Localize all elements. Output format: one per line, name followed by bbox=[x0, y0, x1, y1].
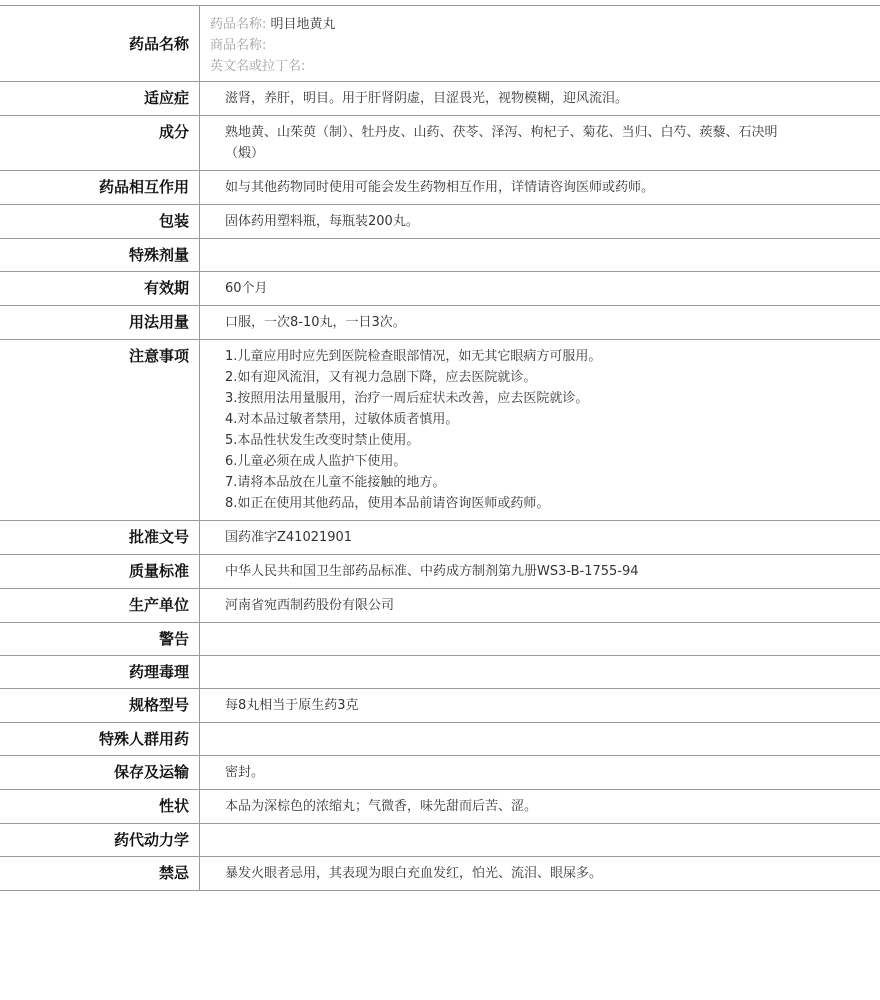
row-precautions bbox=[0, 340, 880, 521]
row-storage bbox=[0, 756, 880, 790]
precaution-item: 7.请将本品放在儿童不能接触的地方。 bbox=[225, 475, 446, 490]
row-value: 密封。 bbox=[225, 765, 265, 780]
row-value bbox=[200, 656, 880, 688]
precaution-item: 2.如有迎风流泪，又有视力急剧下降，应去医院就诊。 bbox=[225, 370, 537, 385]
row-value: 中华人民共和国卫生部药品标准、中药成方制剂第九册WS3-B-1755-94 bbox=[225, 564, 639, 579]
row-label: 有效期 bbox=[0, 272, 200, 305]
row-value: 国药准字Z41021901 bbox=[225, 530, 353, 545]
row-description bbox=[0, 790, 880, 824]
precaution-item: 1.儿童应用时应先到医院检查眼部情况，如无其它眼病方可服用。 bbox=[225, 349, 602, 364]
row-label: 质量标准 bbox=[0, 555, 200, 588]
row-warning bbox=[0, 623, 880, 656]
row-value bbox=[200, 824, 880, 856]
row-label: 性状 bbox=[0, 790, 200, 823]
row-label: 警告 bbox=[0, 623, 200, 655]
trade-name-line bbox=[210, 35, 870, 56]
row-label: 特殊人群用药 bbox=[0, 723, 200, 755]
row-shelf-life bbox=[0, 272, 880, 306]
row-value: 河南省宛西制药股份有限公司 bbox=[225, 598, 395, 613]
row-special-dosage bbox=[0, 239, 880, 272]
precaution-item: 8.如正在使用其他药品，使用本品前请咨询医师或药师。 bbox=[225, 496, 550, 511]
row-value: 暴发火眼者忌用，其表现为眼白充血发红，怕光、流泪、眼屎多。 bbox=[225, 866, 603, 881]
row-ingredients bbox=[0, 116, 880, 171]
row-drug-interactions bbox=[0, 171, 880, 205]
row-label: 规格型号 bbox=[0, 689, 200, 722]
precaution-item: 3.按照用法用量服用，治疗一周后症状未改善，应去医院就诊。 bbox=[225, 391, 589, 406]
row-label: 注意事项 bbox=[0, 340, 200, 520]
latin-name-line bbox=[210, 56, 870, 77]
row-label: 包装 bbox=[0, 205, 200, 238]
row-value: 口服，一次8-10丸，一日3次。 bbox=[225, 315, 406, 330]
row-packaging bbox=[0, 205, 880, 239]
row-value bbox=[200, 239, 880, 271]
row-pharmacology bbox=[0, 656, 880, 689]
row-pharmacokinetics bbox=[0, 824, 880, 857]
latin-name-key: 英文名或拉丁名: bbox=[210, 59, 306, 74]
row-contraindications bbox=[0, 857, 880, 891]
trade-name-key: 商品名称: bbox=[210, 38, 267, 53]
row-value: 如与其他药物同时使用可能会发生药物相互作用，详情请咨询医师或药师。 bbox=[225, 180, 655, 195]
generic-name-key: 药品名称: bbox=[210, 17, 267, 32]
row-value bbox=[200, 723, 880, 755]
row-label: 禁忌 bbox=[0, 857, 200, 890]
row-manufacturer bbox=[0, 589, 880, 623]
row-label: 生产单位 bbox=[0, 589, 200, 622]
precaution-item: 4.对本品过敏者禁用，过敏体质者慎用。 bbox=[225, 412, 459, 427]
row-label: 药代动力学 bbox=[0, 824, 200, 856]
row-value: 本品为深棕色的浓缩丸；气微香，味先甜而后苦、涩。 bbox=[225, 799, 538, 814]
row-label: 药品名称 bbox=[0, 6, 200, 81]
generic-name-line bbox=[210, 14, 870, 35]
row-dosage bbox=[0, 306, 880, 340]
row-label: 批准文号 bbox=[0, 521, 200, 554]
row-value: 60个月 bbox=[225, 281, 268, 296]
row-label: 药理毒理 bbox=[0, 656, 200, 688]
row-label: 保存及运输 bbox=[0, 756, 200, 789]
row-value: 每8丸相当于原生药3克 bbox=[225, 698, 359, 713]
row-quality-standard bbox=[0, 555, 880, 589]
row-label: 特殊剂量 bbox=[0, 239, 200, 271]
generic-name-value: 明目地黄丸 bbox=[270, 17, 336, 32]
row-value: 固体药用塑料瓶，每瓶装200丸。 bbox=[225, 214, 419, 229]
row-drug-name bbox=[0, 6, 880, 82]
drug-spec-table bbox=[0, 5, 880, 891]
row-label: 药品相互作用 bbox=[0, 171, 200, 204]
drug-names bbox=[200, 6, 880, 81]
row-special-populations bbox=[0, 723, 880, 756]
row-specification bbox=[0, 689, 880, 723]
row-value: 滋肾，养肝，明目。用于肝肾阴虚，目涩畏光，视物模糊，迎风流泪。 bbox=[225, 91, 629, 106]
row-value bbox=[200, 623, 880, 655]
row-label: 适应症 bbox=[0, 82, 200, 115]
row-label: 成分 bbox=[0, 116, 200, 170]
precautions-list bbox=[200, 340, 880, 520]
row-approval-number bbox=[0, 521, 880, 555]
precaution-item: 6.儿童必须在成人监护下使用。 bbox=[225, 454, 407, 469]
row-indications bbox=[0, 82, 880, 116]
row-label: 用法用量 bbox=[0, 306, 200, 339]
precaution-item: 5.本品性状发生改变时禁止使用。 bbox=[225, 433, 420, 448]
row-value: 熟地黄、山茱萸（制）、牡丹皮、山药、茯苓、泽泻、枸杞子、菊花、当归、白芍、蒺藜、石决明（煅） bbox=[225, 125, 778, 161]
